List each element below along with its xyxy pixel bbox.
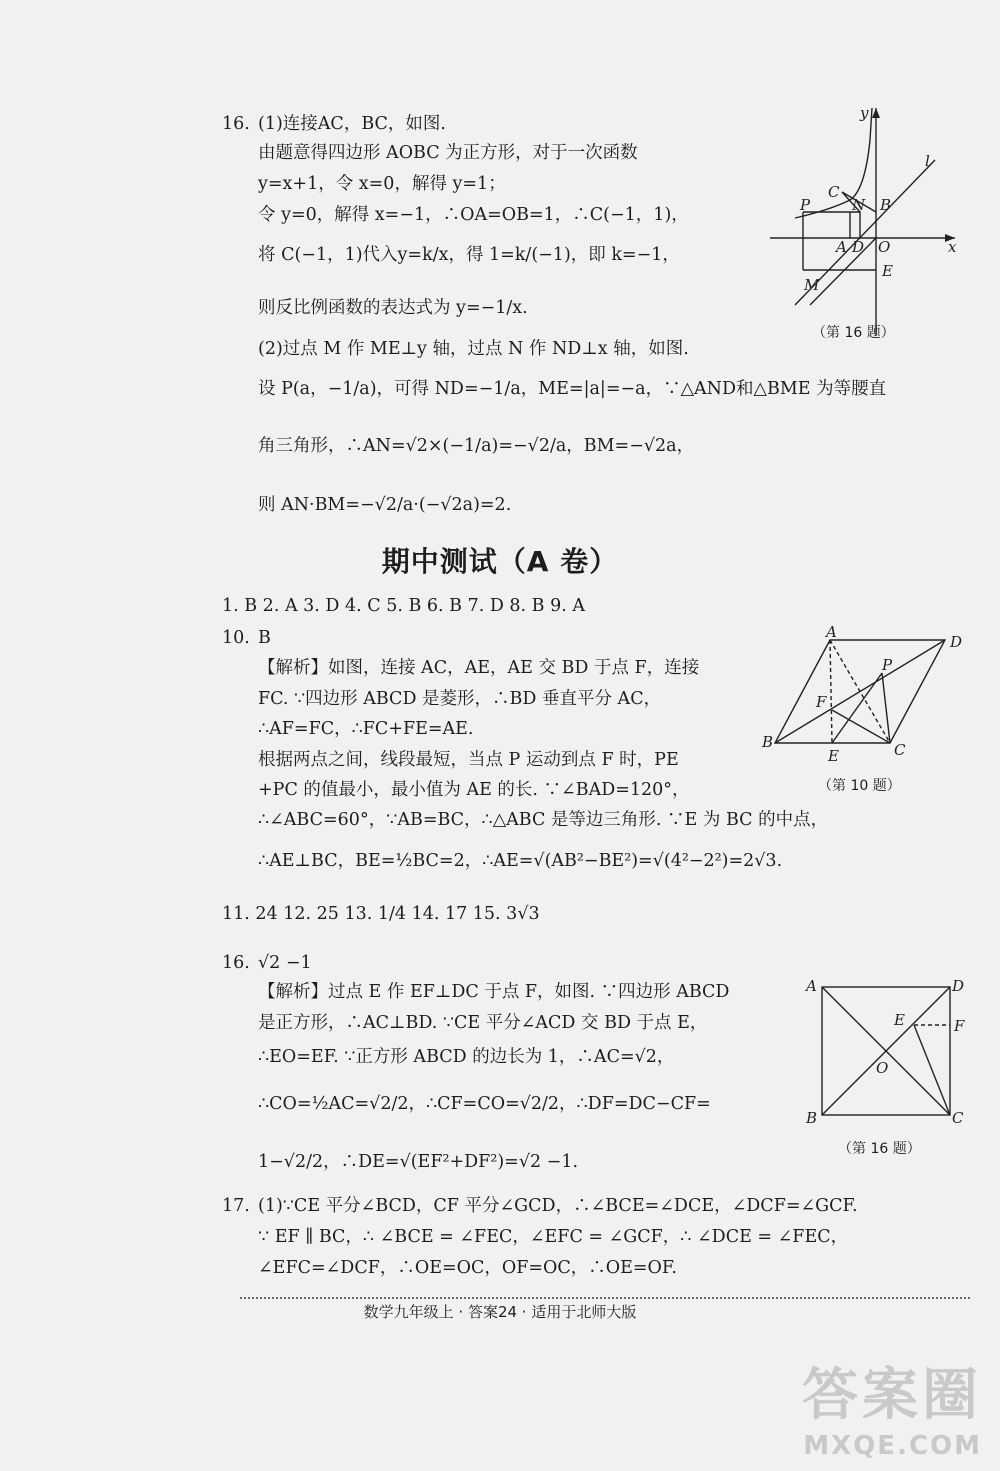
answer-10: B [258,628,271,648]
text-line: 1−√2/2，∴DE=√(EF²+DF²)=√2 −1. [258,1152,579,1172]
fig-label: B [762,733,774,751]
fig-label: O [878,238,891,256]
text-line: 则反比例函数的表达式为 y=−1/x. [258,298,528,318]
text-line: ∴AF=FC，∴FC+FE=AE. [258,719,474,739]
figure-caption: （第 16 题） [838,1141,921,1157]
figure-caption: （第 16 题） [812,325,895,341]
text-line: ∴CO=½AC=√2/2，∴CF=CO=√2/2，∴DF=DC−CF= [258,1094,711,1114]
fig-label: C [894,741,906,759]
text-line: 【解析】过点 E 作 EF⊥DC 于点 F，如图. ∵四边形 ABCD [258,982,730,1002]
fig-label: E [894,1011,905,1029]
question-number-10: 10. [222,628,250,648]
text-line: ∴EO=EF. ∵正方形 ABCD 的边长为 1，∴AC=√2， [258,1047,675,1067]
text-line: 设 P(a，−1/a)，可得 ND=−1/a，ME=|a|=−a，∵△AND和△BME 为等腰直 [258,379,887,399]
fig-label: A [826,625,837,641]
fig-label: A [836,238,847,256]
question-number-16: 16. [222,953,250,973]
fig-label: y [860,104,869,122]
figure-q10-rhombus [760,625,975,775]
section-title: 期中测试（A 卷） [381,545,619,578]
text-line: ∴∠ABC=60°，∵AB=BC，∴△ABC 是等边三角形. ∵E 为 BC 的中点， [258,810,829,830]
fig-label: P [882,656,893,674]
fig-label: E [882,262,893,280]
fig-label: C [828,183,840,201]
text-line: (1)∵CE 平分∠BCD，CF 平分∠GCD，∴∠BCE=∠DCE，∠DCF=∠GCF. [258,1196,858,1216]
watermark-url: MXQE.COM [803,1431,982,1461]
answer-16: √2 −1 [258,953,312,973]
fig-label: x [948,238,957,256]
fig-label: B [880,196,892,214]
text-line: (1)连接AC，BC，如图. [258,114,446,134]
text-line: 由题意得四边形 AOBC 为正方形，对于一次函数 [258,143,638,163]
fig-label: B [806,1109,818,1127]
text-line: 角三角形，∴AN=√2×(−1/a)=−√2/a，BM=−√2a， [258,436,695,456]
fig-label: l [925,152,930,170]
fig-label: P [800,196,811,214]
fig-label: O [876,1059,889,1077]
fig-label: F [954,1017,965,1035]
fig-label: E [828,747,839,765]
question-number-17: 17. [222,1196,250,1216]
text-line: +PC 的值最小，最小值为 AE 的长. ∵∠BAD=120°， [258,780,690,800]
fig-label: D [950,633,963,651]
watermark [802,1351,982,1461]
figure-caption: （第 10 题） [818,778,901,794]
question-number-16: 16. [222,114,250,134]
text-line: 【解析】如图，连接 AC，AE，AE 交 BD 于点 F，连接 [258,658,700,678]
text-line: (2)过点 M 作 ME⊥y 轴，过点 N 作 ND⊥x 轴，如图. [258,339,689,359]
page-footer: 数学九年级上 · 答案24 · 适用于北师大版 [363,1303,637,1321]
text-line: 是正方形，∴AC⊥BD. ∵CE 平分∠ACD 交 BD 于点 E， [258,1013,708,1033]
figure-q16-square [802,975,977,1135]
text-line: ∵ EF ∥ BC，∴ ∠BCE = ∠FEC，∠EFC = ∠GCF，∴ ∠DCE = ∠FEC， [258,1227,849,1247]
answers-1-9: 1. B 2. A 3. D 4. C 5. B 6. B 7. D 8. B 9. A [222,596,586,616]
fig-label: F [816,693,827,711]
fig-label: D [852,238,865,256]
text-line: FC. ∵四边形 ABCD 是菱形，∴BD 垂直平分 AC， [258,689,662,709]
text-line: y=x+1，令 x=0，解得 y=1； [258,174,506,194]
watermark-logo-text: 答案圈 [802,1363,982,1428]
text-line: 令 y=0，解得 x=−1，∴OA=OB=1，∴C(−1，1)， [258,205,689,225]
answers-11-15: 11. 24 12. 25 13. 1/4 14. 17 15. 3√3 [222,904,540,924]
text-line: ∴AE⊥BC，BE=½BC=2，∴AE=√(AB²−BE²)=√(4²−2²)=2√3. [258,851,783,871]
fig-label: M [804,276,820,294]
text-line: 则 AN·BM=−√2/a·(−√2a)=2. [258,495,512,515]
text-line: 根据两点之间，线段最短，当点 P 运动到点 F 时，PE [258,750,679,770]
figure-q16-graph [770,100,970,340]
fig-label: D [952,977,965,995]
text-line: ∠EFC=∠DCF，∴OE=OC，OF=OC，∴OE=OF. [258,1258,677,1278]
fig-label: N [852,196,866,214]
text-line: 将 C(−1，1)代入y=k/x，得 1=k/(−1)，即 k=−1， [258,245,680,265]
fig-label: A [806,977,817,995]
footer-rule [240,1297,970,1299]
fig-label: C [952,1109,964,1127]
